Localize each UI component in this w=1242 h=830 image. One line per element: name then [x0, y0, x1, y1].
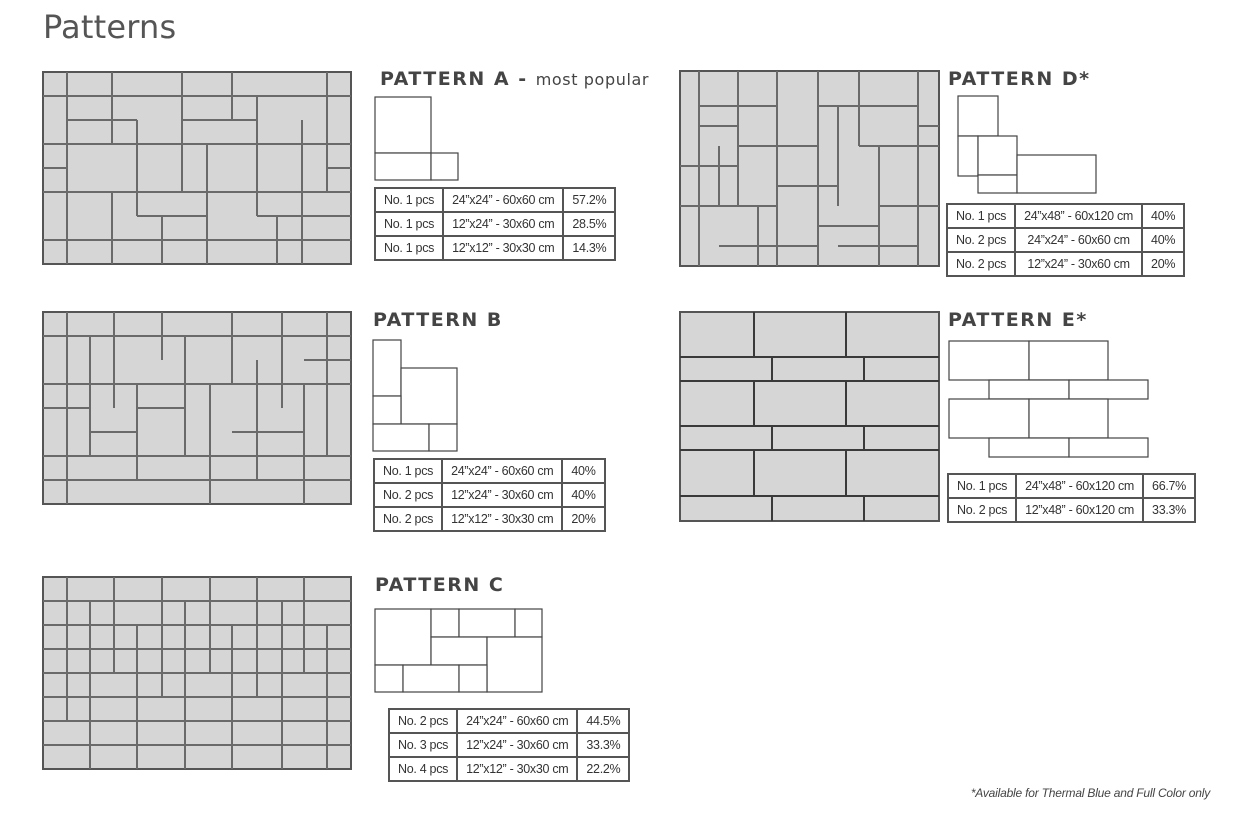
- percent-cell: 28.5%: [563, 212, 615, 236]
- size-cell: 12”x48” - 60x120 cm: [1016, 498, 1143, 522]
- pattern-a-subtitle: most popular: [535, 70, 650, 89]
- percent-cell: 40%: [1142, 204, 1184, 228]
- qty-cell: No. 2 pcs: [948, 498, 1016, 522]
- percent-cell: 20%: [562, 507, 604, 531]
- percent-cell: 44.5%: [577, 709, 629, 733]
- page-title: Patterns: [43, 8, 177, 46]
- percent-cell: 40%: [562, 483, 604, 507]
- pattern-a-title-text: PATTERN A -: [380, 68, 528, 90]
- size-cell: 24”x24” - 60x60 cm: [457, 709, 577, 733]
- qty-cell: No. 1 pcs: [375, 212, 443, 236]
- percent-cell: 40%: [562, 459, 604, 483]
- pattern-e-diagram: [948, 340, 1150, 460]
- pattern-d-table: [946, 203, 1185, 277]
- table-row: [375, 188, 615, 212]
- table-row: [374, 459, 605, 483]
- pattern-e-title: PATTERN E*: [948, 309, 1088, 331]
- size-cell: 24”x48” - 60x120 cm: [1015, 204, 1142, 228]
- table-row: [375, 236, 615, 260]
- qty-cell: No. 2 pcs: [389, 709, 457, 733]
- pattern-c-diagram: [374, 608, 544, 694]
- pattern-d-photo: [679, 70, 940, 267]
- percent-cell: 33.3%: [577, 733, 629, 757]
- percent-cell: 40%: [1142, 228, 1184, 252]
- qty-cell: No. 1 pcs: [948, 474, 1016, 498]
- size-cell: 24”x24” - 60x60 cm: [443, 188, 563, 212]
- percent-cell: 33.3%: [1143, 498, 1195, 522]
- percent-cell: 66.7%: [1143, 474, 1195, 498]
- table-row: [948, 474, 1195, 498]
- size-cell: 12”x12” - 30x30 cm: [457, 757, 577, 781]
- percent-cell: 14.3%: [563, 236, 615, 260]
- pattern-a-table: [374, 187, 616, 261]
- table-row: [948, 498, 1195, 522]
- pattern-c-photo: [42, 576, 352, 770]
- table-row: [947, 228, 1184, 252]
- qty-cell: No. 2 pcs: [947, 228, 1015, 252]
- table-row: [947, 204, 1184, 228]
- size-cell: 24”x24” - 60x60 cm: [1015, 228, 1142, 252]
- table-row: [389, 709, 629, 733]
- size-cell: 12”x24” - 30x60 cm: [1015, 252, 1142, 276]
- pattern-b-table: [373, 458, 606, 532]
- qty-cell: No. 1 pcs: [375, 188, 443, 212]
- pattern-a-title: [380, 68, 649, 90]
- table-row: [947, 252, 1184, 276]
- size-cell: 12”x12” - 30x30 cm: [443, 236, 563, 260]
- qty-cell: No. 4 pcs: [389, 757, 457, 781]
- pattern-e-photo: [679, 311, 940, 522]
- size-cell: 24”x48” - 60x120 cm: [1016, 474, 1143, 498]
- size-cell: 24”x24” - 60x60 cm: [442, 459, 562, 483]
- table-row: [374, 483, 605, 507]
- qty-cell: No. 2 pcs: [374, 507, 442, 531]
- pattern-c-title: PATTERN C: [375, 574, 505, 596]
- table-row: [389, 757, 629, 781]
- percent-cell: 57.2%: [563, 188, 615, 212]
- size-cell: 12”x24” - 30x60 cm: [443, 212, 563, 236]
- pattern-a-photo: [42, 71, 352, 265]
- size-cell: 12”x24” - 30x60 cm: [442, 483, 562, 507]
- qty-cell: No. 1 pcs: [374, 459, 442, 483]
- qty-cell: No. 3 pcs: [389, 733, 457, 757]
- qty-cell: No. 2 pcs: [947, 252, 1015, 276]
- size-cell: 12”x12” - 30x30 cm: [442, 507, 562, 531]
- pattern-c-table: [388, 708, 630, 782]
- qty-cell: No. 2 pcs: [374, 483, 442, 507]
- table-row: [389, 733, 629, 757]
- qty-cell: No. 1 pcs: [947, 204, 1015, 228]
- percent-cell: 22.2%: [577, 757, 629, 781]
- pattern-e-table: [947, 473, 1196, 523]
- pattern-b-diagram: [372, 339, 460, 453]
- qty-cell: No. 1 pcs: [375, 236, 443, 260]
- table-row: [374, 507, 605, 531]
- pattern-d-title: PATTERN D*: [948, 68, 1091, 90]
- pattern-d-diagram: [957, 95, 1099, 195]
- availability-footnote: *Available for Thermal Blue and Full Color only: [970, 786, 1210, 800]
- pattern-b-title: PATTERN B: [373, 309, 503, 331]
- percent-cell: 20%: [1142, 252, 1184, 276]
- size-cell: 12”x24” - 30x60 cm: [457, 733, 577, 757]
- pattern-a-diagram: [374, 96, 460, 182]
- pattern-b-photo: [42, 311, 352, 505]
- table-row: [375, 212, 615, 236]
